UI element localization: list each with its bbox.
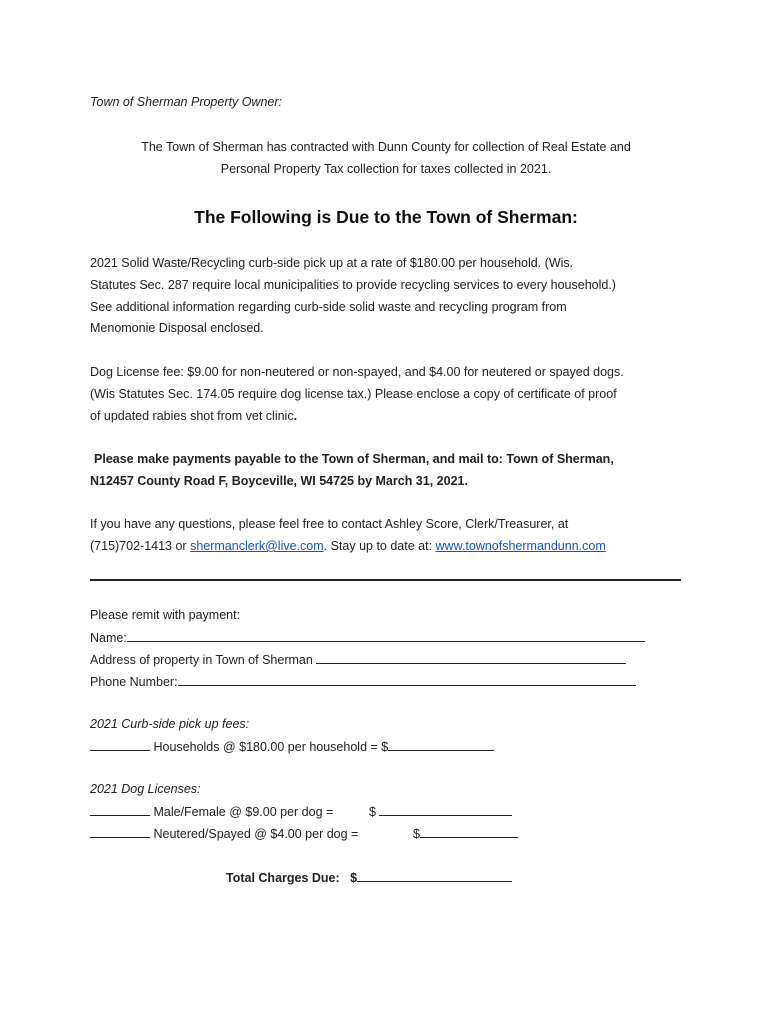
male-female-amount — [369, 803, 512, 820]
phone-field-row — [90, 673, 636, 690]
dog-license-line-3-text: of updated rabies shot from vet clinic — [90, 409, 294, 423]
dog-license-line-1: Dog License fee: $9.00 for non-neutered or non-spayed, and $4.00 for neutered or spayed dogs. — [90, 365, 624, 379]
male-female-dollar: $ — [369, 805, 376, 819]
dog-license-line-2: (Wis Statutes Sec. 174.05 require dog license tax.) Please enclose a copy of certificate of proof — [90, 387, 617, 401]
total-label: Total Charges Due: — [226, 871, 340, 885]
solid-waste-line-4: Menomonie Disposal enclosed. — [90, 321, 264, 335]
total-row — [226, 869, 512, 886]
address-label: Address of property in Town of Sherman — [90, 653, 313, 667]
male-female-row — [90, 803, 333, 820]
payment-line-2: N12457 County Road F, Boyceville, WI 54725 by March 31, 2021. — [90, 474, 468, 488]
neutered-amount — [413, 825, 518, 842]
phone-label: Phone Number: — [90, 675, 178, 689]
curbside-fees-title: 2021 Curb-side pick up fees: — [90, 717, 250, 731]
dog-license-line-3 — [90, 408, 297, 424]
total-dollar: $ — [350, 871, 358, 885]
male-female-label: Male/Female @ $9.00 per dog = — [153, 805, 334, 819]
phone-blank[interactable] — [178, 673, 636, 686]
households-row — [90, 738, 494, 755]
neutered-row — [90, 825, 358, 842]
neutered-amount-blank[interactable] — [420, 825, 518, 838]
solid-waste-line-2: Statutes Sec. 287 require local municipalities to provide recycling services to every household.) — [90, 278, 616, 292]
remit-label: Please remit with payment: — [90, 608, 241, 622]
name-field-row — [90, 629, 645, 646]
notice-line-2: Personal Property Tax collection for taxes collected in 2021. — [220, 162, 552, 176]
notice-line-1: The Town of Sherman has contracted with Dunn County for collection of Real Estate and — [141, 140, 631, 154]
neutered-label: Neutered/Spayed @ $4.00 per dog = — [153, 827, 359, 841]
households-amount-blank[interactable] — [388, 738, 494, 751]
email-link[interactable]: shermanclerk@live.com — [190, 539, 324, 553]
solid-waste-line-1: 2021 Solid Waste/Recycling curb-side pick up at a rate of $180.00 per household. (Wis. — [90, 256, 574, 270]
section-divider — [90, 579, 681, 581]
address-blank[interactable] — [316, 651, 626, 664]
neutered-dollar: $ — [413, 827, 420, 841]
male-female-amount-blank[interactable] — [379, 803, 512, 816]
households-count-blank[interactable] — [90, 738, 150, 751]
households-label: Households @ $180.00 per household = $ — [153, 740, 389, 754]
dog-licenses-title: 2021 Dog Licenses: — [90, 782, 201, 796]
solid-waste-line-3: See additional information regarding curb-side solid waste and recycling program from — [90, 300, 567, 314]
neutered-count-blank[interactable] — [90, 825, 150, 838]
contact-line-1: If you have any questions, please feel free to contact Ashley Score, Clerk/Treasurer, at — [90, 517, 569, 531]
contact-phone: (715)702-1413 or — [90, 539, 191, 553]
website-link[interactable]: www.townofshermandunn.com — [435, 539, 606, 553]
address-field-row — [90, 651, 626, 668]
page-heading: The Following is Due to the Town of Sherman: — [194, 207, 578, 227]
contact-middle-text: . Stay up to date at: — [323, 539, 436, 553]
name-label: Name: — [90, 631, 127, 645]
name-blank[interactable] — [127, 629, 645, 642]
salutation: Town of Sherman Property Owner: — [90, 95, 282, 109]
payment-line-1: Please make payments payable to the Town of Sherman, and mail to: Town of Sherman, — [94, 452, 614, 466]
male-female-count-blank[interactable] — [90, 803, 150, 816]
dog-license-line-3-period: . — [293, 409, 298, 423]
contact-line-2 — [90, 538, 606, 554]
total-amount-blank[interactable] — [357, 869, 512, 882]
